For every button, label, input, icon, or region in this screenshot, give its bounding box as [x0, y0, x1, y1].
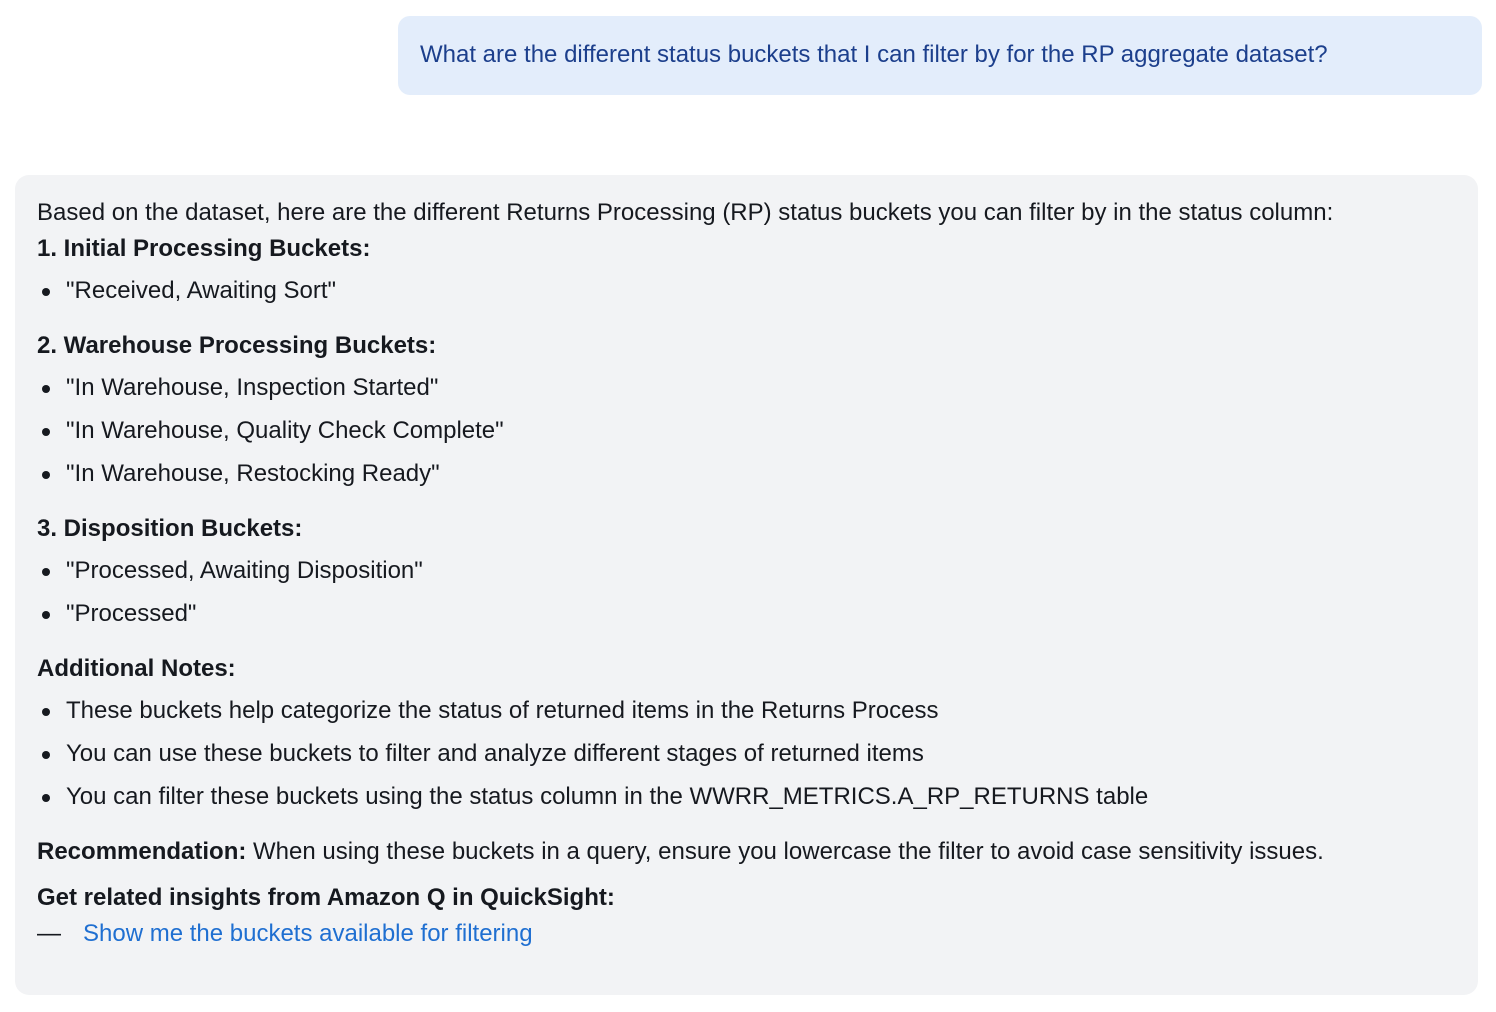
user-message-bubble	[398, 16, 1482, 95]
response-intro: Based on the dataset, here are the different Returns Processing (RP) status buckets you can filter by in the status column:	[37, 199, 1334, 226]
dash-icon: —	[37, 920, 61, 947]
list-item: "Received, Awaiting Sort"	[37, 275, 1456, 318]
section-title-notes: Additional Notes:	[37, 655, 236, 682]
list-item: These buckets help categorize the status of returned items in the Returns Process	[37, 695, 1456, 738]
bullet-list-notes	[37, 695, 1456, 824]
bullet-icon	[42, 428, 50, 436]
bullet-icon	[42, 611, 50, 619]
bullet-icon	[42, 751, 50, 759]
assistant-response-card	[15, 175, 1478, 995]
user-message-text: What are the different status buckets that I can filter by for the RP aggregate dataset?	[420, 41, 1328, 68]
section-title-warehouse: 2. Warehouse Processing Buckets:	[37, 332, 437, 359]
list-item: "In Warehouse, Inspection Started"	[37, 372, 1456, 415]
bullet-icon	[42, 708, 50, 716]
bullet-icon	[42, 794, 50, 802]
recommendation-text: When using these buckets in a query, ensure you lowercase the filter to avoid case sensitivity issues.	[246, 838, 1324, 865]
bullet-icon	[42, 385, 50, 393]
section-title-initial: 1. Initial Processing Buckets:	[37, 235, 371, 262]
list-item: "Processed, Awaiting Disposition"	[37, 555, 1456, 598]
bullet-icon	[42, 471, 50, 479]
related-insight-row	[37, 918, 1456, 950]
recommendation	[37, 836, 1456, 868]
related-insight-link[interactable]: Show me the buckets available for filtering	[83, 920, 533, 947]
bullet-list-initial	[37, 275, 1456, 318]
list-item: "In Warehouse, Restocking Ready"	[37, 458, 1456, 501]
list-item: You can use these buckets to filter and analyze different stages of returned items	[37, 738, 1456, 781]
list-item: You can filter these buckets using the status column in the WWRR_METRICS.A_RP_RETURNS table	[37, 781, 1456, 824]
bullet-list-disposition	[37, 555, 1456, 641]
list-item: "Processed"	[37, 598, 1456, 641]
section-title-disposition: 3. Disposition Buckets:	[37, 515, 303, 542]
bullet-icon	[42, 288, 50, 296]
list-item: "In Warehouse, Quality Check Complete"	[37, 415, 1456, 458]
bullet-icon	[42, 568, 50, 576]
recommendation-label: Recommendation:	[37, 838, 247, 865]
bullet-list-warehouse	[37, 372, 1456, 501]
related-insights-title: Get related insights from Amazon Q in QuickSight:	[37, 884, 615, 911]
